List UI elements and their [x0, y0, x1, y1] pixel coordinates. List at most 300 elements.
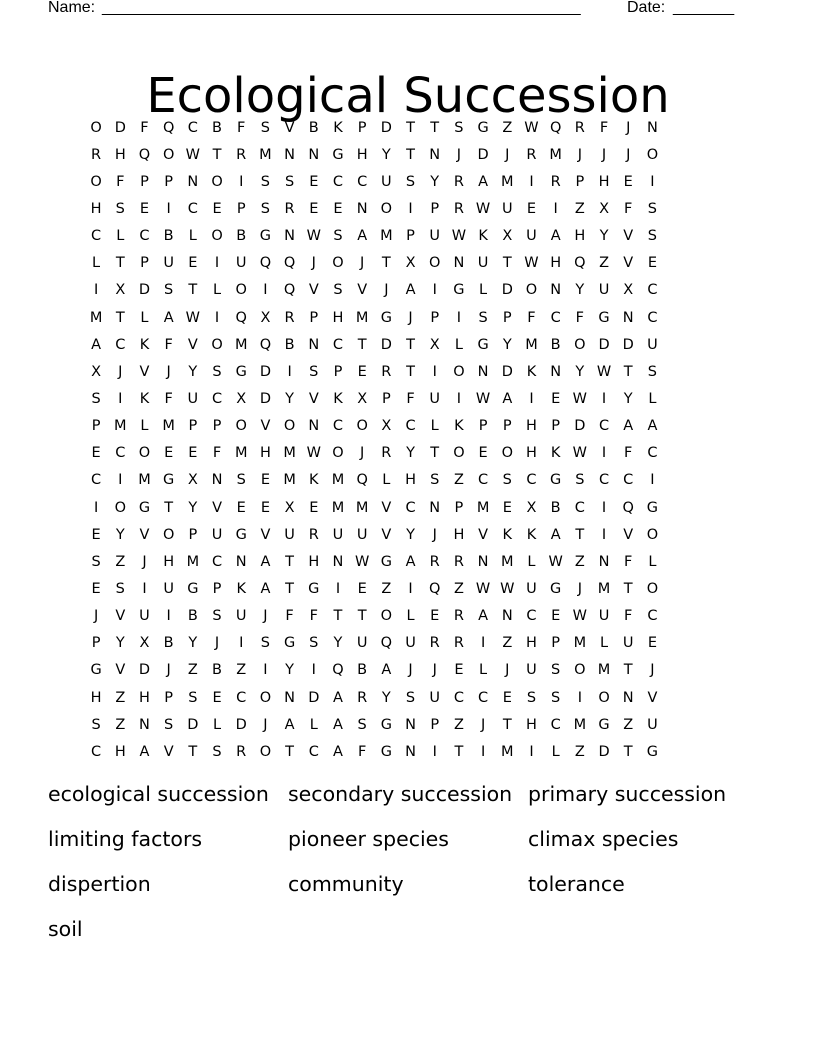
grid-letter: V: [260, 418, 271, 435]
grid-row: [84, 603, 732, 630]
grid-letter: V: [623, 526, 634, 543]
grid-letter: M: [501, 553, 514, 570]
grid-letter: I: [263, 662, 268, 679]
grid-letter: M: [549, 146, 562, 163]
word-bank-item: secondary succession: [288, 782, 513, 806]
grid-letter: E: [551, 390, 561, 407]
grid-letter: P: [551, 418, 561, 435]
grid-letter: R: [574, 119, 585, 136]
grid-letter: W: [185, 309, 201, 326]
grid-letter: L: [648, 390, 657, 407]
grid-letter: C: [139, 228, 150, 245]
grid-letter: H: [574, 228, 586, 245]
grid-letter: M: [283, 472, 296, 489]
grid-letter: Z: [453, 716, 464, 733]
grid-letter: P: [91, 418, 101, 435]
grid-letter: D: [259, 363, 271, 380]
grid-letter: E: [502, 499, 512, 516]
grid-letter: P: [91, 635, 101, 652]
grid-letter: H: [453, 526, 465, 543]
grid-letter: N: [646, 119, 658, 136]
grid-letter: R: [526, 146, 537, 163]
grid-letter: L: [406, 608, 415, 625]
grid-letter: O: [646, 580, 659, 597]
grid-letter: S: [309, 363, 319, 380]
grid-letter: A: [139, 743, 150, 760]
grid-letter: M: [114, 418, 127, 435]
grid-letter: J: [480, 716, 486, 733]
grid-letter: V: [163, 743, 174, 760]
grid-letter: E: [91, 445, 101, 462]
grid-letter: H: [163, 553, 175, 570]
grid-letter: P: [188, 526, 198, 543]
grid-letter: S: [647, 363, 658, 380]
grid-letter: M: [331, 499, 345, 516]
grid-letter: T: [333, 608, 343, 625]
grid-letter: I: [601, 499, 607, 516]
grid-letter: E: [309, 200, 319, 217]
grid-letter: U: [405, 635, 416, 652]
grid-letter: R: [453, 635, 464, 652]
grid-letter: V: [115, 662, 126, 679]
grid-letter: I: [287, 363, 292, 380]
grid-letter: J: [263, 608, 268, 625]
grid-letter: C: [357, 173, 368, 190]
grid-letter: P: [478, 418, 488, 435]
grid-letter: M: [186, 553, 200, 570]
grid-letter: B: [187, 608, 198, 625]
grid-letter: V: [308, 282, 319, 299]
grid-letter: G: [283, 635, 296, 652]
grid-letter: V: [357, 282, 368, 299]
grid-letter: X: [623, 282, 634, 299]
grid-letter: F: [285, 608, 294, 625]
grid-letter: O: [211, 228, 223, 245]
grid-letter: A: [405, 553, 416, 570]
grid-letter: O: [380, 200, 393, 217]
grid-letter: C: [478, 689, 489, 706]
grid-letter: F: [140, 119, 149, 136]
grid-letter: N: [356, 200, 368, 217]
grid-letter: E: [309, 499, 319, 516]
grid-letter: I: [650, 173, 655, 190]
grid-letter: G: [598, 716, 610, 733]
grid-letter: O: [646, 526, 659, 543]
grid-letter: G: [235, 363, 247, 380]
grid-letter: J: [360, 445, 365, 462]
grid-letter: S: [647, 228, 658, 245]
grid-row: [84, 385, 732, 412]
grid-letter: I: [480, 743, 486, 760]
grid-letter: A: [405, 282, 416, 299]
grid-letter: T: [623, 580, 633, 597]
grid-letter: F: [599, 119, 609, 136]
grid-letter: E: [647, 255, 657, 272]
grid-letter: O: [525, 282, 538, 299]
grid-letter: O: [90, 119, 102, 136]
grid-letter: B: [236, 228, 247, 245]
grid-letter: B: [212, 662, 222, 679]
grid-letter: Y: [502, 336, 512, 353]
grid-letter: A: [91, 336, 102, 353]
grid-letter: N: [622, 309, 634, 326]
grid-letter: I: [166, 200, 171, 217]
grid-letter: N: [622, 689, 634, 706]
grid-letter: S: [284, 173, 295, 190]
grid-letter: A: [260, 580, 271, 597]
grid-letter: I: [480, 635, 486, 652]
grid-letter: S: [164, 282, 174, 299]
grid-letter: O: [162, 146, 175, 163]
grid-letter: W: [572, 608, 588, 625]
grid-letter: A: [478, 608, 489, 625]
grid-letter: C: [598, 472, 610, 489]
grid-letter: C: [550, 716, 561, 733]
grid-letter: S: [357, 716, 367, 733]
grid-letter: G: [380, 743, 392, 760]
grid-letter: V: [381, 499, 392, 516]
grid-letter: R: [453, 553, 464, 570]
grid-letter: V: [115, 608, 126, 625]
grid-letter: I: [408, 200, 413, 217]
grid-letter: V: [647, 689, 658, 706]
grid-letter: A: [502, 390, 513, 407]
grid-letter: T: [285, 743, 295, 760]
grid-row: [84, 331, 732, 358]
grid-letter: J: [626, 146, 631, 163]
grid-letter: C: [647, 309, 658, 326]
grid-letter: K: [502, 526, 513, 543]
grid-letter: Q: [356, 472, 368, 489]
grid-letter: A: [550, 228, 561, 245]
grid-letter: L: [382, 472, 391, 489]
grid-letter: A: [333, 743, 343, 760]
grid-letter: G: [259, 228, 272, 245]
grid-letter: Q: [259, 255, 272, 272]
date-label: Date:: [627, 0, 666, 16]
grid-letter: H: [526, 445, 537, 462]
grid-letter: X: [526, 499, 537, 516]
grid-letter: U: [526, 228, 537, 245]
grid-letter: C: [115, 445, 126, 462]
grid-letter: Y: [381, 146, 391, 163]
grid-letter: M: [331, 472, 345, 489]
grid-letter: O: [453, 363, 465, 380]
grid-letter: T: [406, 363, 415, 380]
grid-letter: C: [647, 445, 658, 462]
grid-letter: X: [502, 228, 513, 245]
grid-letter: T: [430, 445, 440, 462]
grid-letter: U: [647, 716, 658, 733]
grid-row: [84, 304, 732, 331]
grid-letter: J: [408, 309, 413, 326]
grid-letter: I: [456, 309, 462, 326]
grid-letter: D: [138, 282, 151, 299]
word-bank: [48, 780, 768, 960]
grid-letter: C: [91, 472, 102, 489]
grid-letter: U: [526, 580, 537, 597]
grid-row: [84, 358, 732, 385]
grid-letter: B: [212, 119, 222, 136]
grid-letter: W: [500, 580, 515, 597]
grid-letter: E: [236, 499, 246, 516]
grid-letter: S: [333, 282, 343, 299]
grid-letter: I: [118, 472, 123, 489]
grid-letter: K: [333, 390, 343, 407]
grid-letter: M: [355, 499, 369, 516]
grid-row: [84, 195, 732, 222]
grid-letter: M: [597, 580, 611, 597]
grid-letter: F: [624, 608, 633, 625]
grid-letter: G: [235, 526, 247, 543]
grid-letter: C: [550, 309, 561, 326]
grid-letter: N: [308, 146, 320, 163]
grid-letter: P: [188, 418, 198, 435]
grid-letter: L: [599, 635, 609, 652]
grid-letter: G: [550, 472, 562, 489]
grid-letter: M: [501, 743, 514, 760]
grid-letter: X: [357, 390, 368, 407]
grid-letter: N: [284, 228, 296, 245]
grid-letter: T: [357, 608, 367, 625]
grid-letter: M: [573, 635, 587, 652]
grid-letter: M: [234, 445, 248, 462]
grid-letter: O: [235, 418, 247, 435]
grid-letter: T: [164, 499, 174, 516]
grid-letter: E: [260, 472, 270, 489]
grid-letter: O: [114, 499, 126, 516]
grid-letter: C: [332, 336, 344, 353]
grid-letter: M: [283, 445, 296, 462]
grid-letter: M: [259, 146, 272, 163]
header-line: [48, 0, 768, 20]
grid-letter: Z: [574, 553, 585, 570]
grid-letter: D: [574, 418, 586, 435]
grid-letter: I: [529, 743, 534, 760]
grid-letter: Y: [575, 282, 585, 299]
grid-letter: N: [284, 689, 296, 706]
grid-letter: B: [284, 336, 295, 353]
grid-letter: G: [598, 309, 610, 326]
grid-letter: P: [212, 580, 222, 597]
grid-letter: C: [332, 418, 344, 435]
name-field-line[interactable]: _______________________________________________________: [102, 0, 581, 16]
grid-letter: V: [478, 526, 489, 543]
grid-letter: Y: [115, 635, 125, 652]
grid-letter: P: [430, 200, 440, 217]
grid-letter: V: [623, 255, 634, 272]
grid-letter: F: [164, 336, 173, 353]
grid-letter: Q: [622, 499, 634, 516]
grid-letter: U: [647, 336, 658, 353]
grid-letter: Q: [549, 119, 562, 136]
grid-letter: J: [626, 119, 631, 136]
grid-letter: I: [432, 743, 437, 760]
grid-letter: O: [283, 418, 296, 435]
grid-letter: S: [430, 472, 440, 489]
grid-letter: O: [332, 255, 344, 272]
grid-letter: P: [164, 173, 174, 190]
grid-letter: C: [187, 119, 198, 136]
grid-letter: C: [211, 390, 223, 407]
grid-letter: U: [139, 608, 150, 625]
grid-letter: L: [212, 282, 222, 299]
grid-letter: O: [429, 255, 441, 272]
grid-row: [84, 168, 732, 195]
grid-letter: J: [456, 146, 462, 163]
grid-letter: F: [237, 119, 246, 136]
grid-letter: U: [284, 526, 295, 543]
grid-letter: N: [187, 173, 199, 190]
grid-letter: P: [212, 418, 222, 435]
grid-letter: Z: [381, 580, 392, 597]
date-field-line[interactable]: _______: [673, 0, 734, 16]
grid-letter: M: [597, 662, 611, 679]
grid-letter: S: [405, 173, 416, 190]
grid-letter: J: [601, 146, 607, 163]
grid-letter: E: [551, 608, 561, 625]
grid-letter: L: [430, 418, 439, 435]
grid-letter: C: [478, 472, 489, 489]
grid-letter: K: [454, 418, 464, 435]
grid-letter: O: [259, 743, 272, 760]
grid-letter: H: [550, 255, 562, 272]
grid-letter: P: [502, 309, 512, 326]
grid-letter: T: [406, 146, 415, 163]
grid-letter: C: [598, 418, 610, 435]
grid-letter: O: [574, 336, 586, 353]
grid-letter: V: [187, 336, 198, 353]
grid-letter: Z: [187, 662, 198, 679]
grid-letter: T: [357, 336, 367, 353]
grid-letter: O: [453, 445, 465, 462]
grid-letter: U: [622, 635, 634, 652]
grid-letter: E: [91, 526, 101, 543]
grid-letter: W: [596, 363, 612, 380]
grid-letter: J: [577, 146, 582, 163]
grid-letter: H: [90, 200, 102, 217]
grid-letter: E: [139, 200, 150, 217]
grid-letter: C: [91, 228, 102, 245]
word-bank-item: community: [288, 872, 404, 896]
grid-letter: U: [235, 255, 247, 272]
grid-letter: G: [550, 580, 562, 597]
grid-letter: I: [432, 363, 437, 380]
grid-letter: S: [115, 200, 125, 217]
grid-letter: H: [332, 309, 344, 326]
grid-letter: D: [138, 662, 151, 679]
word-bank-item: tolerance: [528, 872, 625, 896]
grid-letter: M: [234, 336, 248, 353]
grid-letter: V: [623, 228, 634, 245]
grid-letter: W: [451, 228, 467, 245]
grid-letter: Q: [235, 309, 247, 326]
grid-letter: C: [453, 689, 464, 706]
grid-letter: O: [90, 173, 102, 190]
grid-letter: S: [91, 553, 101, 570]
word-bank-item: soil: [48, 917, 83, 941]
grid-letter: Y: [285, 662, 295, 679]
grid-letter: G: [477, 119, 489, 136]
grid-letter: W: [475, 580, 491, 597]
grid-letter: C: [647, 608, 658, 625]
grid-letter: S: [212, 363, 222, 380]
grid-letter: T: [188, 743, 198, 760]
grid-letter: I: [553, 200, 558, 217]
grid-letter: Z: [453, 472, 464, 489]
grid-letter: A: [333, 716, 343, 733]
grid-letter: I: [214, 309, 220, 326]
grid-letter: G: [453, 282, 465, 299]
grid-letter: Y: [575, 363, 585, 380]
grid-letter: L: [212, 716, 222, 733]
grid-letter: H: [526, 716, 537, 733]
grid-letter: M: [501, 173, 514, 190]
grid-letter: W: [524, 255, 539, 272]
grid-letter: D: [622, 336, 634, 353]
grid-letter: E: [478, 445, 488, 462]
grid-letter: J: [118, 363, 123, 380]
grid-letter: Y: [188, 635, 198, 652]
grid-letter: C: [308, 743, 319, 760]
grid-row: [84, 114, 732, 141]
grid-letter: C: [623, 472, 634, 489]
grid-letter: O: [259, 689, 272, 706]
grid-letter: A: [550, 526, 561, 543]
grid-letter: C: [526, 608, 537, 625]
word-bank-item: limiting factors: [48, 827, 203, 851]
grid-letter: P: [164, 689, 174, 706]
grid-letter: D: [598, 743, 610, 760]
grid-letter: T: [188, 282, 198, 299]
grid-letter: U: [381, 173, 392, 190]
word-bank-item: pioneer species: [288, 827, 449, 851]
grid-letter: R: [236, 146, 247, 163]
grid-letter: H: [90, 689, 102, 706]
grid-letter: M: [355, 309, 369, 326]
grid-letter: O: [138, 445, 151, 462]
grid-letter: H: [308, 553, 320, 570]
grid-letter: X: [599, 200, 609, 217]
grid-letter: E: [212, 200, 222, 217]
grid-letter: J: [577, 580, 582, 597]
grid-letter: A: [357, 228, 368, 245]
grid-letter: Z: [236, 662, 247, 679]
grid-letter: I: [239, 635, 244, 652]
grid-letter: E: [309, 173, 319, 190]
grid-letter: N: [501, 608, 513, 625]
grid-row: [84, 575, 732, 602]
grid-letter: T: [502, 255, 512, 272]
grid-letter: X: [115, 282, 126, 299]
grid-letter: I: [214, 255, 220, 272]
grid-letter: K: [139, 390, 150, 407]
grid-letter: U: [526, 662, 537, 679]
grid-letter: Q: [138, 146, 151, 163]
word-bank-item: primary succession: [528, 782, 727, 806]
grid-letter: N: [550, 363, 562, 380]
grid-letter: F: [406, 390, 415, 407]
grid-letter: E: [647, 635, 657, 652]
grid-letter: J: [408, 662, 413, 679]
grid-letter: I: [408, 580, 413, 597]
grid-letter: U: [235, 608, 247, 625]
grid-letter: R: [357, 689, 368, 706]
grid-letter: W: [475, 200, 491, 217]
grid-row: [84, 440, 732, 467]
grid-letter: S: [188, 689, 198, 706]
grid-row: [84, 548, 732, 575]
